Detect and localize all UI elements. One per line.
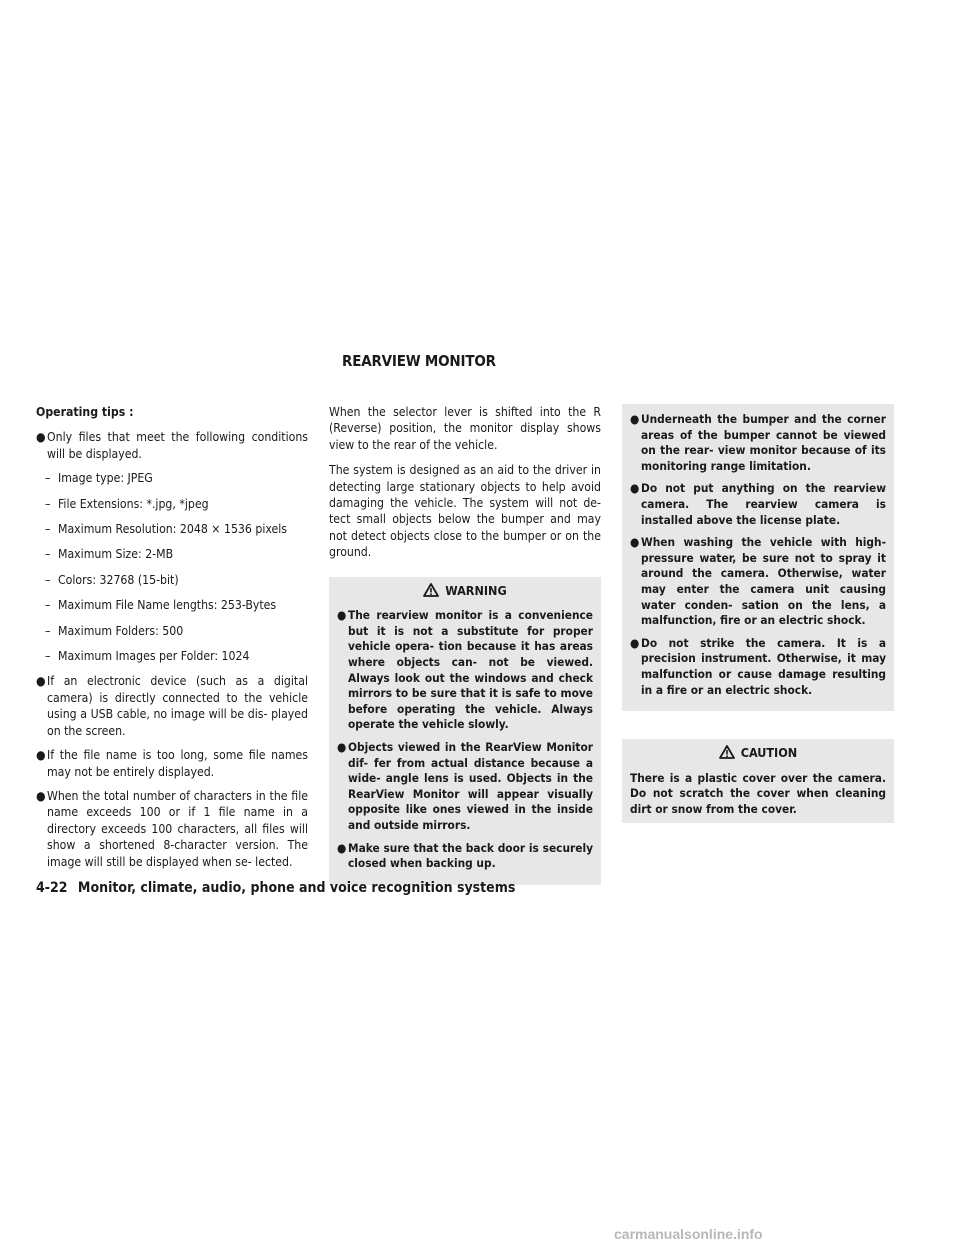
warning-item xyxy=(337,608,593,733)
page-number: 4-22 xyxy=(36,880,68,896)
bullet-icon: ● xyxy=(337,840,347,855)
warning-item-text: Do not put anything on the rearview camera. The rearview camera is installed above the license plate. xyxy=(641,481,886,527)
sub-item-text: Maximum Resolution: 2048 × 1536 pixels xyxy=(58,522,287,537)
warning-label: WARNING xyxy=(445,582,507,598)
list-item xyxy=(36,429,308,462)
dash-icon: – xyxy=(45,649,51,664)
warning-item-text: The rearview monitor is a convenience but it is not a substitute for proper vehicle opera- tion because it has areas where objects can- not be viewed. Always look out the windows and check mirrors to be sure that it is safe to move before operating the vehicle. Always operate the vehicle slowly. xyxy=(348,608,593,732)
sub-item-text: File Extensions: *.jpg, *jpeg xyxy=(58,496,209,511)
sub-list-item xyxy=(36,546,308,562)
bullet-icon: ● xyxy=(630,635,640,650)
caution-box xyxy=(622,739,894,823)
sub-list-item xyxy=(36,470,308,486)
sub-item-text: Maximum Folders: 500 xyxy=(58,623,184,638)
warning-item-text: Objects viewed in the RearView Monitor dif- fer from actual distance because a wide- angle lens is used. Objects in the RearView Monitor will appear visually opposite like ones viewed in the inside and outside mirrors. xyxy=(348,740,593,832)
sub-list-item xyxy=(36,597,308,613)
paragraph: When the selector lever is shifted into the R (Reverse) position, the monitor display shows view to the rear of the vehicle. xyxy=(329,405,601,452)
caution-text: There is a plastic cover over the camera. Do not scratch the cover when cleaning dirt or snow from the cover. xyxy=(630,770,886,816)
section-heading: REARVIEW MONITOR xyxy=(342,352,496,370)
sub-item-text: Maximum Images per Folder: 1024 xyxy=(58,649,250,664)
dash-icon: – xyxy=(45,598,51,613)
column-left xyxy=(36,404,308,878)
bullet-icon: ● xyxy=(36,788,46,803)
warning-box xyxy=(329,577,601,885)
operating-tips-heading: Operating tips : xyxy=(36,405,134,419)
caution-triangle-icon xyxy=(719,745,735,759)
warning-item xyxy=(630,412,886,474)
sub-list-item xyxy=(36,572,308,588)
bullet-icon: ● xyxy=(337,740,347,754)
chapter-title: Monitor, climate, audio, phone and voice recognition systems xyxy=(77,880,516,896)
sub-item-text: Colors: 32768 (15-bit) xyxy=(58,572,179,587)
sub-list-item xyxy=(36,623,308,639)
sub-list-item xyxy=(36,496,308,512)
sub-item-text: Maximum File Name lengths: 253-Bytes xyxy=(58,598,277,613)
watermark: carmanualsonline.info xyxy=(614,1226,763,1242)
sub-list-item xyxy=(36,648,308,664)
caution-label: CAUTION xyxy=(740,745,798,761)
warning-item xyxy=(337,841,593,872)
dash-icon: – xyxy=(45,547,51,562)
list-item-text: If an electronic device (such as a digital camera) is directly connected to the vehicle using a USB cable, no image will be dis- played on the screen. xyxy=(47,674,308,738)
warning-item xyxy=(337,740,593,834)
warning-item-text: Underneath the bumper and the corner areas of the bumper cannot be viewed on the rear- view monitor because of its monitoring range limitation. xyxy=(641,412,886,473)
column-middle xyxy=(329,404,601,885)
dash-icon: – xyxy=(45,522,51,537)
bullet-icon: ● xyxy=(337,608,347,623)
caution-title xyxy=(630,745,886,761)
dash-icon: – xyxy=(45,496,51,511)
bullet-icon: ● xyxy=(630,412,640,426)
bullet-icon: ● xyxy=(36,748,46,763)
warning-triangle-icon xyxy=(423,583,439,597)
bullet-icon: ● xyxy=(630,481,640,496)
list-item xyxy=(36,747,308,780)
warning-item xyxy=(630,535,886,629)
list-item-text: If the file name is too long, some file names may not be entirely displayed. xyxy=(47,748,308,779)
dash-icon: – xyxy=(45,471,51,486)
list-item xyxy=(36,673,308,739)
warning-item xyxy=(630,636,886,698)
warning-item xyxy=(630,481,886,528)
list-item-text: Only files that meet the following conditions will be displayed. xyxy=(47,430,308,461)
warning-title xyxy=(337,583,593,599)
warning-item-text: When washing the vehicle with high- pressure water, be sure not to spray it around the camera. Otherwise, water may enter the camera unit causing water conden- sation on the lens, a malfunction, fire or an electric shock. xyxy=(641,535,886,628)
sub-list-item xyxy=(36,521,308,537)
column-right xyxy=(622,404,894,823)
warning-item-text: Make sure that the back door is securely closed when backing up. xyxy=(348,840,593,871)
bullet-icon: ● xyxy=(36,430,46,445)
dash-icon: – xyxy=(45,623,51,638)
sub-item-text: Image type: JPEG xyxy=(58,471,153,486)
warning-item-text: Do not strike the camera. It is a precision instrument. Otherwise, it may malfunction or cause damage resulting in a fire or an electric shock. xyxy=(641,635,886,697)
page-footer xyxy=(36,880,515,896)
paragraph: The system is designed as an aid to the driver in detecting large stationary objects to help avoid damaging the vehicle. The system will not de- tect small objects below the bumper and may not detect objects close to the bumper or on the ground. xyxy=(329,463,601,560)
list-item xyxy=(36,788,308,870)
list-item-text: When the total number of characters in the file name exceeds 100 or if 1 file name in a directory exceeds 100 characters, all files will show a shortened 8-character version. The image will still be displayed when se- lected. xyxy=(47,788,308,869)
bullet-icon: ● xyxy=(630,535,640,550)
dash-icon: – xyxy=(45,572,51,587)
warning-box-continued xyxy=(622,404,894,711)
bullet-icon: ● xyxy=(36,674,46,689)
sub-item-text: Maximum Size: 2-MB xyxy=(58,547,174,562)
